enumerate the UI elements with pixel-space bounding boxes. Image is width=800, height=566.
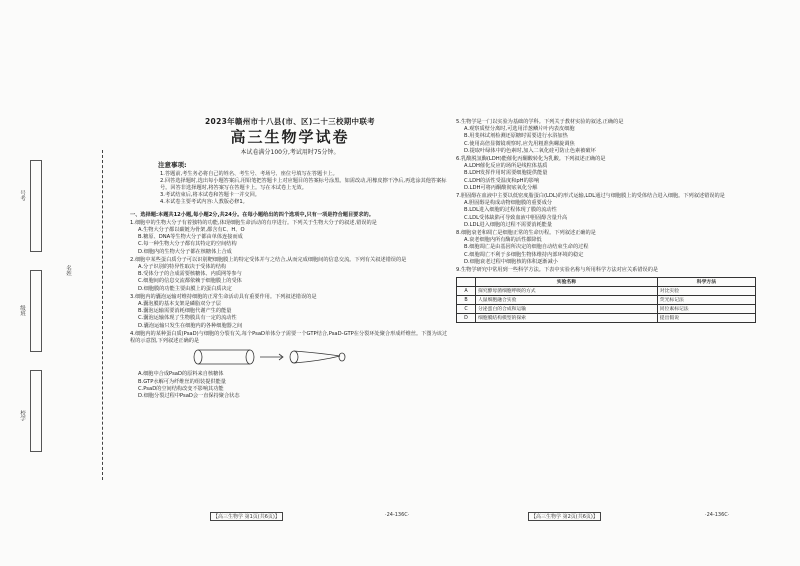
notice-item: 1.答题前,考生务必将自己的姓名、考生号、考场号、座位号填写在答题卡上。 — [160, 170, 338, 177]
question-3 — [130, 294, 450, 330]
left-page — [130, 118, 450, 400]
table-header: 科学方法 — [657, 278, 755, 287]
option-d: D.细胞衰老过程中细胞核的体积逐渐减小 — [464, 258, 558, 265]
exam-title: 2023年赣州市十八县(市、区)二十三校期中联考 — [205, 117, 375, 126]
table-cell: 探究酵母菌细胞呼吸的方式 — [476, 287, 658, 296]
option-b: B.糖原、DNA等生物大分子都由单体连接而成 — [138, 234, 243, 241]
option-c: C.LDH的活性受温度和pH的影响 — [464, 177, 540, 184]
table-header-row — [457, 278, 756, 287]
binding-cut-line — [102, 150, 103, 480]
question-4 — [130, 331, 450, 400]
option-a: A.LDH催化反应的场所是线粒体基质 — [464, 163, 548, 170]
table-row — [457, 305, 756, 314]
option-b: B.受体分子的合成需要核糖体、内质网等参与 — [138, 271, 242, 278]
question-stem: 4.细胞内的某种蛋白质(PsaD)与细胞的分裂有关,每个PsaD单体分子需要一个GTP结合,PsaD-GTP在分裂环处聚合形成纤维丝。下图为该过程的示意图,下列叙述正确的是 — [130, 330, 448, 345]
question-2 — [130, 257, 450, 293]
binding-label-exam-number: 号考 — [19, 190, 25, 201]
right-page-code: ·24-136C· — [705, 512, 730, 518]
question-5 — [456, 119, 776, 155]
fiber-diagram — [190, 348, 370, 366]
section-heading: 一、选择题:本题共12小题,每小题2分,共24分。在每小题给出的四个选项中,只有一项是符合题目要求的。 — [130, 211, 374, 218]
school-box — [30, 370, 42, 452]
exam-name: 高三生物学试卷 — [230, 128, 350, 147]
option-b: B.细胞凋亡是由基因所决定的细胞自动结束生命的过程 — [464, 244, 589, 251]
option-c: C.LDL受体缺陷可导致血液中胆固醇含量升高 — [464, 214, 568, 221]
table-cell: C — [457, 305, 476, 314]
table-header: 实验名称 — [476, 278, 658, 287]
page-number-left: 【高三生物学 第1页(共6页)】 — [210, 512, 283, 521]
table-cell: A — [457, 287, 476, 296]
binding-strip — [14, 120, 124, 540]
option-a: A.观察质壁分离时,可选用洋葱鳞片叶内表皮细胞 — [464, 126, 575, 133]
question-8 — [456, 230, 776, 266]
left-page-footer — [210, 512, 283, 521]
question-1 — [130, 220, 450, 256]
class-box — [30, 270, 42, 352]
question-stem: 1.细胞中的生物大分子有着独特的功能,体现细胞生命活动的有序进行。下列关于生物大分子的叙述,错误的是 — [130, 219, 377, 226]
score-info: 本试卷满分100分,考试用时75分钟。 — [240, 149, 340, 157]
option-c: C.囊泡运输体现了生物膜具有一定的流动性 — [138, 315, 237, 322]
option-c: C.使用高倍显微镜观察时,应先用粗准焦螺旋调焦 — [464, 140, 575, 147]
option-b: B.用斐林试剂检测还原糖时需要进行水浴加热 — [464, 133, 568, 140]
option-a: A.分子识别的特异性取决于受体的结构 — [138, 264, 227, 271]
question-stem: 5.生物学是一门以实验为基础的学科。下列关于教材实验的叙述,正确的是 — [456, 119, 624, 125]
binding-label-class: 级班 — [19, 305, 25, 316]
question-stem: 9.生物学研究中常用到一些科学方法。下表中实验名称与所用科学方法对应关系错误的是 — [456, 267, 659, 274]
option-c: C.PsaD的空间结构改变不影响其功能 — [138, 385, 224, 392]
option-b: B.GTP水解可为纤维丝的组装提供能量 — [138, 378, 226, 385]
question-stem: 2.细胞中某些蛋白质分子可以识别靶细胞膜上的特定受体并与之结合,从而完成细胞间的信息交流。下列有关叙述错误的是 — [130, 256, 407, 263]
question-9 — [456, 267, 776, 323]
option-c: C.每一种生物大分子都有其特定的空间结构 — [138, 241, 237, 248]
notice-item: 2.回答选择题时,选出每小题答案后,用铅笔把答题卡上对应题目的答案标号涂黑。如需改动,用橡皮擦干净后,再选涂其他答案标号。回答非选择题时,将答案写在答题卡上。写在本试卷上无效。 — [160, 177, 447, 192]
experiment-table — [456, 277, 756, 323]
table-row — [457, 296, 756, 305]
right-page-footer — [528, 512, 601, 521]
option-d: D.LDH可将丙酮酸彻底氧化分解 — [464, 184, 538, 191]
notice-item: 3.考试结束后,将本试卷和答题卡一并交回。 — [160, 192, 260, 199]
option-d: D.细胞分裂过程中PsaD会一直保持聚合状态 — [138, 393, 240, 400]
table-cell: D — [457, 314, 476, 323]
table-cell: 对比实验 — [657, 287, 755, 296]
left-page-code: ·24-136C· — [385, 512, 410, 518]
question-7 — [456, 193, 776, 229]
option-a: A.细胞中合成PsaD的原料来自核糖体 — [138, 371, 224, 378]
question-stem: 8.细胞衰老和凋亡是细胞正常的生命历程。下列叙述正确的是 — [456, 230, 596, 237]
table-header — [457, 278, 476, 287]
table-cell: 人鼠细胞融合实验 — [476, 296, 658, 305]
table-cell: 提出假说 — [657, 314, 755, 323]
question-6 — [456, 156, 776, 192]
table-cell: 荧光标记法 — [657, 296, 755, 305]
table-row — [457, 287, 756, 296]
table-cell: 细胞膜结构模型的探索 — [476, 314, 658, 323]
table-cell: 同位素标记法 — [657, 305, 755, 314]
right-page — [456, 118, 776, 323]
option-d: D.细胞膜的功能主要由膜上的蛋白质决定 — [138, 285, 232, 292]
option-a: A.囊泡膜的基本支架是磷脂双分子层 — [138, 301, 221, 308]
question-stem: 6.乳酸脱氢酶(LDH)能催化丙酮酸转化为乳酸。下列叙述正确的是 — [456, 156, 606, 163]
question-stem: 7.胆固醇在血液中主要以低密度脂蛋白(LDL)的形式运输,LDL通过与细胞膜上的受体结合进入细胞。下列叙述错误的是 — [456, 193, 725, 200]
option-b: B.囊泡运输需要消耗细胞代谢产生的能量 — [138, 308, 232, 315]
option-a: A.生物大分子都以碳链为骨架,都含有C、H、O — [138, 227, 245, 234]
notice-item: 4.本试卷主要考试内容:人教版必修1。 — [160, 199, 248, 206]
question-stem: 3.细胞内的囊泡运输对维持细胞的正常生命活动具有重要作用。下列叙述错误的是 — [130, 293, 317, 300]
option-d: D.细胞内的生物大分子都在核糖体上合成 — [138, 248, 232, 255]
option-b: B.LDL进入细胞的过程体现了膜的流动性 — [464, 207, 557, 214]
table-cell: 分泌蛋白的合成和运输 — [476, 305, 658, 314]
option-d: D.提取叶绿体中的色素时,加入二氧化硅可防止色素被破坏 — [464, 147, 596, 154]
exam-number-box — [30, 160, 42, 252]
option-c: C.细胞凋亡不利于多细胞生物体维持内部环境的稳定 — [464, 251, 584, 258]
option-b: B.LDH发挥作用时需要细胞提供能量 — [464, 170, 548, 177]
page-number-right: 【高三生物学 第2页(共6页)】 — [528, 512, 601, 521]
table-row — [457, 314, 756, 323]
option-c: C.细胞间的信息交流都依赖于细胞膜上的受体 — [138, 278, 242, 285]
binding-label-name: 名姓 — [65, 265, 71, 276]
table-cell: B — [457, 296, 476, 305]
option-d: D.囊泡运输只发生在细胞内的各种细胞器之间 — [138, 322, 243, 329]
binding-label-school: 校学 — [19, 410, 25, 421]
notice-heading: 注意事项: — [158, 161, 187, 170]
option-d: D.LDL进入细胞的过程不需要消耗能量 — [464, 221, 553, 228]
option-a: A.胆固醇是构成动物细胞膜的重要成分 — [464, 200, 553, 207]
option-a: A.衰老细胞内所有酶的活性都降低 — [464, 237, 542, 244]
